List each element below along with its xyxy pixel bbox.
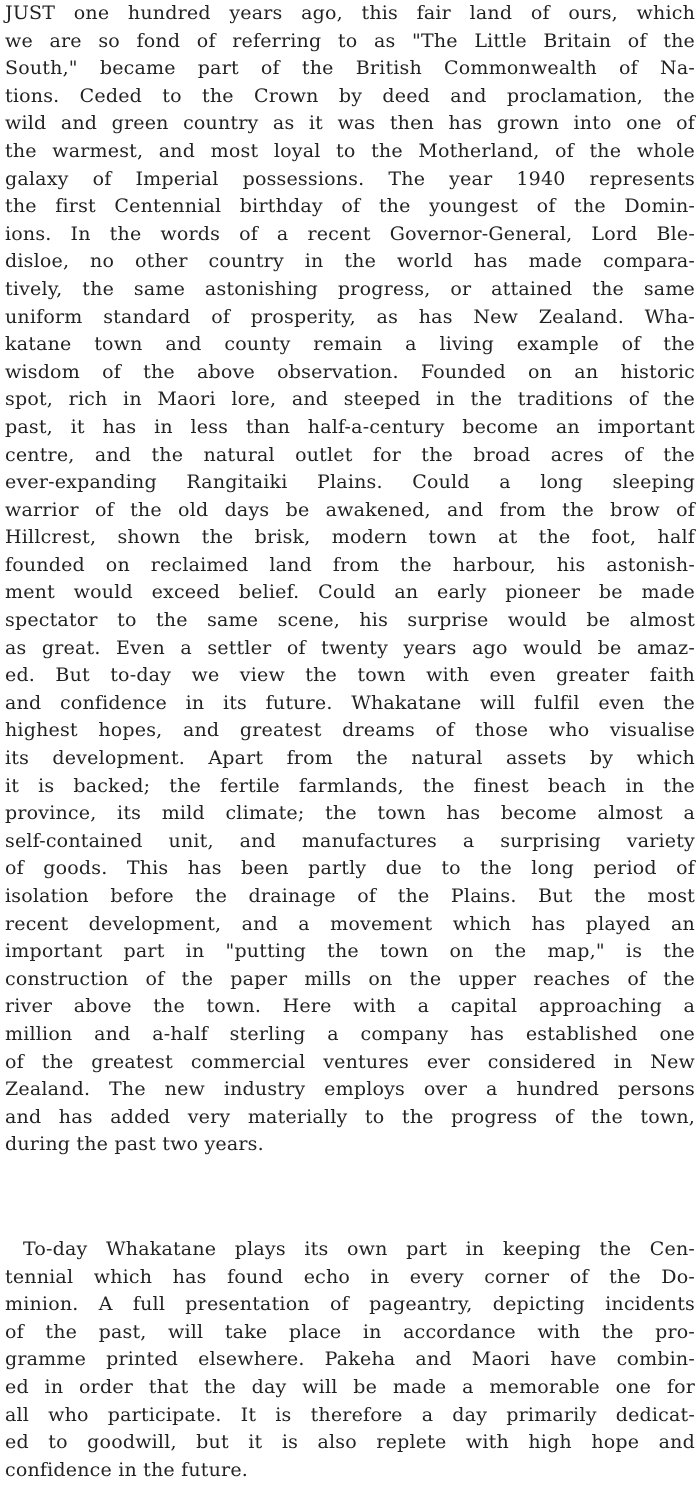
text-line: the warmest, and most loyal to the Motherland, of the whole [5, 139, 695, 162]
text-line: all who participate. It is therefore a day primarily dedicat- [5, 1403, 695, 1426]
text-line: To-day Whakatane plays its own part in keeping the Cen- [23, 1238, 695, 1260]
text-line: minion. A full presentation of pageantry, depicting incidents [5, 1293, 695, 1316]
text-line: of the past, will take place in accordance with the pro- [5, 1320, 695, 1343]
text-line: ed in order that the day will be made a memorable one for [5, 1375, 695, 1398]
text-line: isolation before the drainage of the Plains. But the most [5, 885, 695, 907]
text-line: and has added very materially to the progress of the town, [5, 1105, 695, 1128]
text-line: warrior of the old days be awakened, and from the brow of [5, 498, 695, 521]
text-line: ions. In the words of a recent Governor-General, Lord Ble- [5, 222, 695, 245]
paragraph-1 [5, 0, 695, 1159]
text-line: recent development, and a movement which has played an [5, 912, 695, 935]
text-line: of goods. This has been partly due to the long period of [5, 857, 695, 880]
text-line: uniform standard of prosperity, as has New Zealand. Wha- [5, 305, 695, 328]
text-line: centre, and the natural outlet for the broad acres of the [5, 443, 695, 466]
text-line: Zealand. The new industry employs over a hundred persons [5, 1078, 695, 1101]
text-line: self-contained unit, and manufactures a surprising variety [5, 829, 695, 852]
text-line: Hillcrest, shown the brisk, modern town at the foot, half [5, 526, 695, 549]
text-line: spot, rich in Maori lore, and steeped in the traditions of the [5, 388, 695, 411]
text-line: important part in "putting the town on the map," is the [5, 940, 695, 963]
text-line: wisdom of the above observation. Founded on an historic [5, 360, 695, 383]
text-line: highest hopes, and greatest dreams of those who visualise [5, 719, 695, 742]
text-line: we are so fond of referring to as "The Little Britain of the [5, 29, 695, 52]
text-line: during the past two years. [5, 1133, 264, 1156]
text-line: ed. But to-day we view the town with even greater faith [5, 664, 695, 687]
text-line: its development. Apart from the natural assets by which [5, 747, 695, 770]
text-line: spectator to the same scene, his surprise would be almost [5, 609, 695, 632]
text-line: gramme printed elsewhere. Pakeha and Maori have combin- [5, 1348, 695, 1371]
text-line: province, its mild climate; the town has become almost a [5, 802, 695, 825]
text-line: galaxy of Imperial possessions. The year 1940 represents [5, 167, 695, 190]
text-line: ed to goodwill, but it is also replete with high hope and [5, 1431, 695, 1454]
text-line: confidence in the future. [5, 1458, 249, 1481]
text-line: founded on reclaimed land from the harbour, his astonish- [5, 553, 695, 576]
text-line: JUST one hundred years ago, this fair land of ours, which [5, 2, 695, 24]
document-page [5, 0, 695, 1494]
text-line: South," became part of the British Commonwealth of Na- [5, 57, 695, 80]
text-line: ever-expanding Rangitaiki Plains. Could a long sleeping [5, 471, 695, 494]
text-line: tively, the same astonishing progress, or attained the same [5, 277, 695, 300]
text-line: ment would exceed belief. Could an early pioneer be made [5, 581, 695, 604]
text-line: it is backed; the fertile farmlands, the finest beach in the [5, 774, 695, 797]
text-line: million and a-half sterling a company has established one [5, 1022, 695, 1045]
text-line: wild and green country as it was then has grown into one of [5, 112, 695, 135]
text-line: disloe, no other country in the world has made compara- [5, 250, 695, 273]
text-line: of the greatest commercial ventures ever considered in New [5, 1050, 695, 1073]
text-line: river above the town. Here with a capital approaching a [5, 995, 695, 1018]
text-line: katane town and county remain a living example of the [5, 333, 695, 356]
text-line: construction of the paper mills on the upper reaches of the [5, 967, 695, 990]
text-line: and confidence in its future. Whakatane will fulfil even the [5, 691, 695, 714]
text-line: past, it has in less than half-a-century become an important [5, 415, 695, 438]
text-line: tions. Ceded to the Crown by deed and proclamation, the [5, 84, 695, 107]
text-line: tennial which has found echo in every corner of the Do- [5, 1265, 695, 1288]
text-line: the first Centennial birthday of the youngest of the Domin- [5, 195, 695, 218]
paragraph-2 [5, 1236, 695, 1484]
text-line: as great. Even a settler of twenty years ago would be amaz- [5, 636, 695, 659]
